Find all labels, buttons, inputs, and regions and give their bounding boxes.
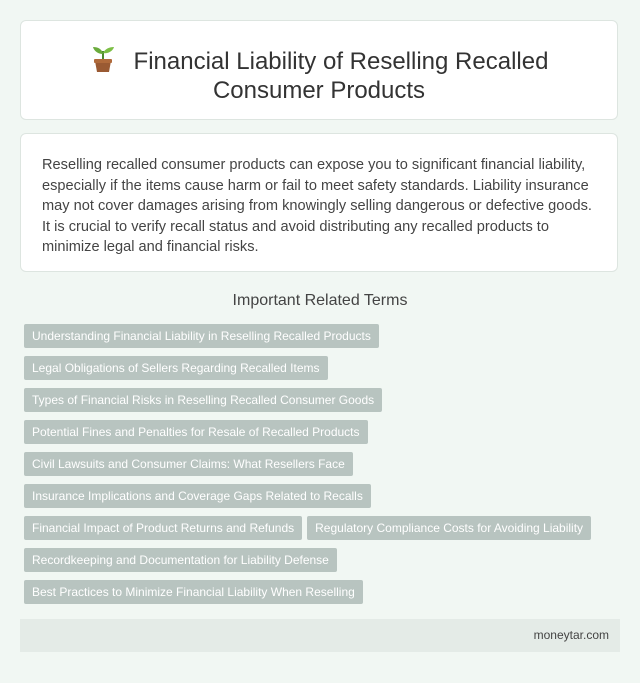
page-title: [21, 45, 617, 105]
tag-row: [24, 516, 604, 548]
tag-row: [24, 388, 604, 420]
related-term-tag[interactable]: Insurance Implications and Coverage Gaps Related to Recalls: [24, 484, 371, 508]
tag-row: [24, 484, 604, 516]
tag-row: [24, 452, 604, 484]
related-term-tag[interactable]: Regulatory Compliance Costs for Avoiding Liability: [307, 516, 591, 540]
related-terms-list: [24, 324, 604, 612]
related-term-tag[interactable]: Best Practices to Minimize Financial Liability When Reselling: [24, 580, 363, 604]
title-line-1: Financial Liability of Reselling Recalled: [133, 48, 549, 75]
title-line-2: Consumer Products: [212, 77, 426, 104]
tag-row: [24, 580, 604, 612]
related-term-tag[interactable]: Civil Lawsuits and Consumer Claims: What Resellers Face: [24, 452, 353, 476]
related-term-tag[interactable]: Recordkeeping and Documentation for Liability Defense: [24, 548, 337, 572]
summary-text: Reselling recalled consumer products can expose you to significant financial liability, especially if the items cause harm or fail to meet safety standards. Liability insurance may not cover damages arising from knowingly selling dangerous or defective goods. It is crucial to verify recall status and avoid distributing any recalled products to minimize legal and financial risks.: [42, 157, 592, 255]
tag-row: [24, 324, 604, 356]
footer-site[interactable]: moneytar.com: [533, 628, 609, 642]
seedling-icon: [90, 45, 116, 73]
related-term-tag[interactable]: Understanding Financial Liability in Reselling Recalled Products: [24, 324, 379, 348]
tag-row: [24, 356, 604, 388]
related-terms-heading: Important Related Terms: [232, 292, 408, 309]
related-term-tag[interactable]: Types of Financial Risks in Reselling Recalled Consumer Goods: [24, 388, 382, 412]
related-term-tag[interactable]: Financial Impact of Product Returns and Refunds: [24, 516, 302, 540]
title-card: [20, 20, 618, 120]
footer: [20, 619, 620, 652]
tag-row: [24, 420, 604, 452]
related-term-tag[interactable]: Legal Obligations of Sellers Regarding Recalled Items: [24, 356, 328, 380]
summary-card: [20, 133, 618, 272]
tag-row: [24, 548, 604, 580]
related-term-tag[interactable]: Potential Fines and Penalties for Resale of Recalled Products: [24, 420, 368, 444]
